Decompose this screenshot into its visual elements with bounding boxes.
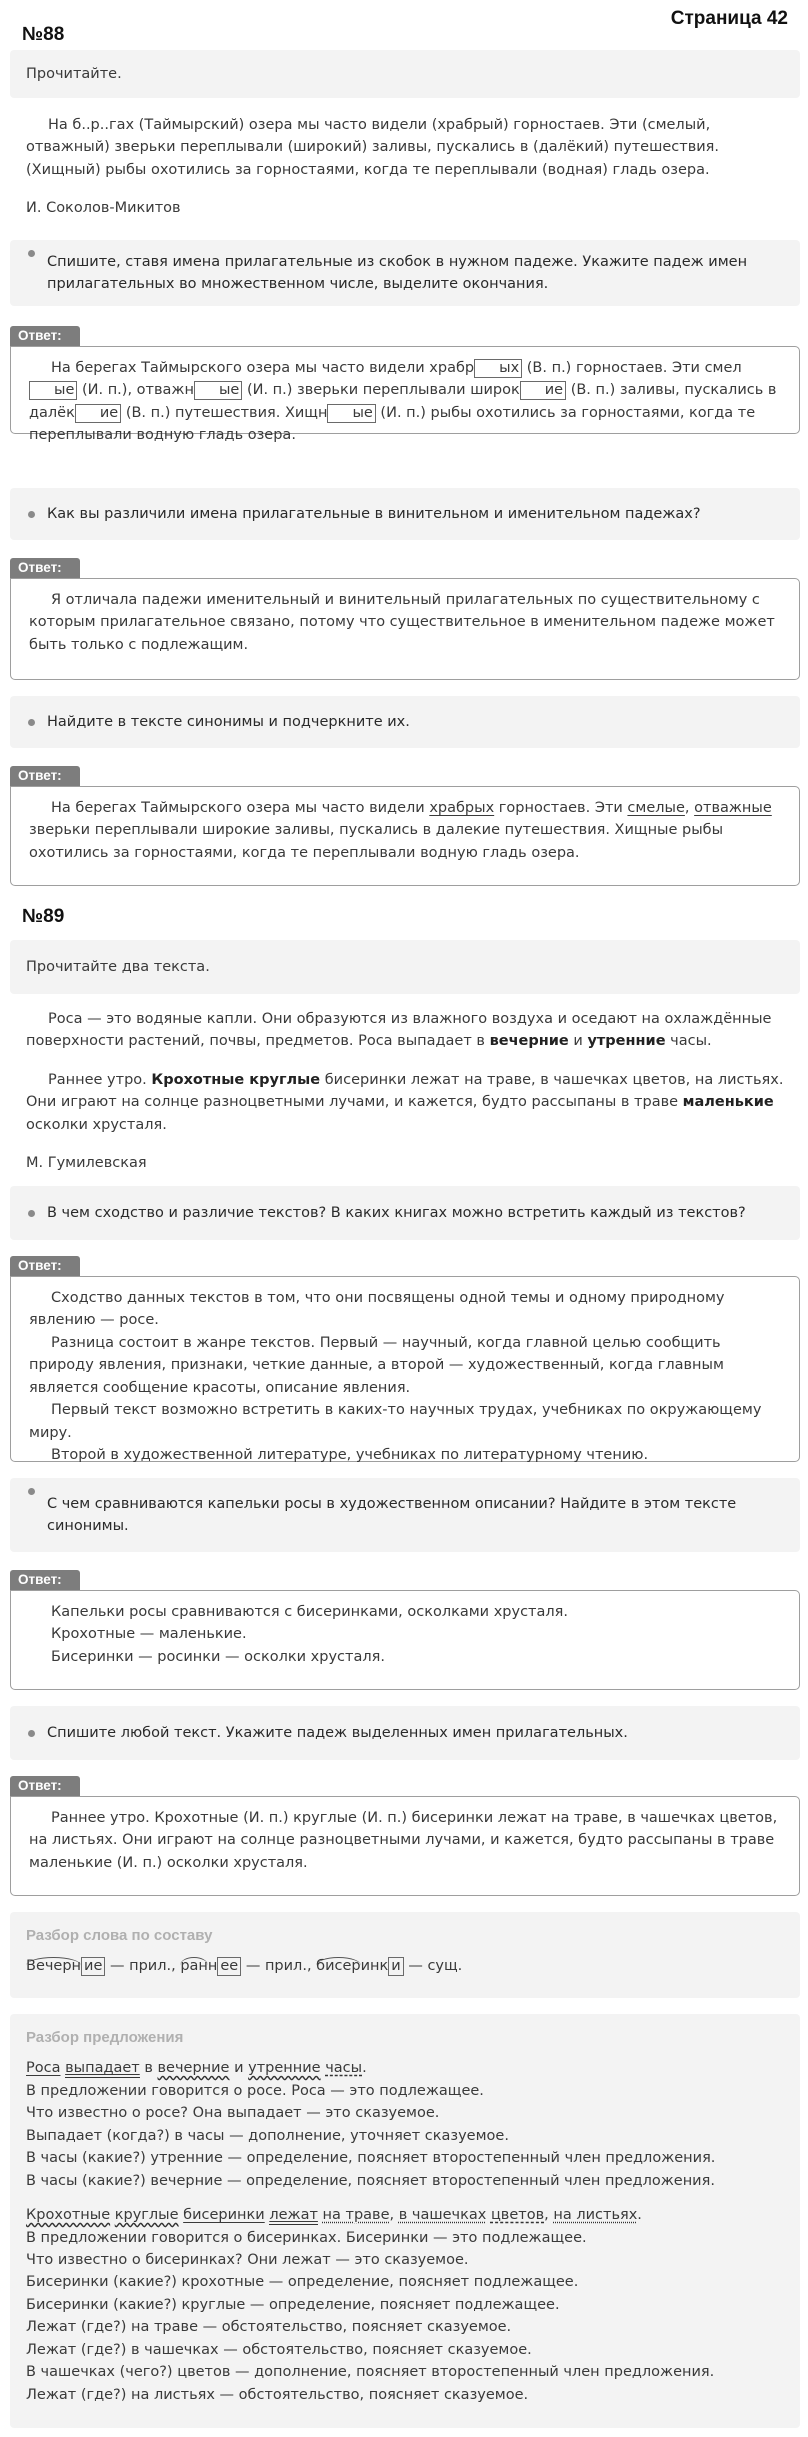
answer-line: Разница состоит в жанре текстов. Первый — научный, когда главной целью сообщить природу явления, признаки, четкие данные, а второй — художественный, когда главным является сообщение красоты, описание явления.: [29, 1334, 724, 1396]
predicate: лежат: [269, 2207, 318, 2224]
ending-box: ие: [81, 1957, 105, 1976]
answer-text: Раннее утро. Крохотные (И. п.) круглые (И. п.) бисеринки лежат на траве, в чашечках цветов, на листьях. Они играют на солнце разноцветными лучами, и кажется, будто рассыпаны в траве маленькие (И. п.) осколки хрусталя.: [29, 1810, 778, 1871]
ex89-instruction-box: [10, 940, 800, 994]
word-root: бисер: [316, 1958, 361, 1975]
answer-line: Бисеринки — росинки — осколки хрусталя.: [51, 1648, 385, 1665]
attribute: утренние: [248, 2060, 321, 2077]
question-text: Спишите, ставя имена прилагательные из скобок в нужном падеже. Укажите падеж имен прилагательных во множественном числе, выделите окончания.: [47, 253, 748, 292]
ex89-text-1: Роса — это водяные капли. Они образуются из влажного воздуха и оседают на охлаждённые поверхности растений, почвы, предметов. Роса выпадает в вечерние и утренние часы.: [26, 1011, 772, 1050]
answer-label: Ответ:: [10, 1776, 80, 1796]
ex88-instruction-box: [10, 50, 800, 98]
ex88-text-paragraph: На б..р..гах (Таймырский) озера мы часто видели (храбрый) горностаев. Эти (смелый, отважный) зверьки переплывали (широкий) заливы, пускались в (далёкий) путешествия. (Хищный) рыбы охотились за горностаями, когда те переплывали (водная) гладь озера.: [26, 117, 720, 178]
ex89-author: М. Гумилевская: [26, 1155, 147, 1172]
attribute: круглые: [114, 2207, 179, 2224]
attribute: Крохотные: [26, 2207, 111, 2224]
ending-box: ые: [327, 404, 375, 423]
answer-text: Я отличала падежи именительный и винительный прилагательных по существительному с которым прилагательное связано, потому что существительное в именительном падеже может быть только с подлежащим.: [29, 592, 775, 653]
ex89-answer-3: [10, 1796, 800, 1896]
word-parse-box: [10, 1912, 800, 1998]
ex88-question-1: [10, 240, 800, 306]
sentence-parse-heading: Разбор предложения: [26, 2029, 184, 2046]
parse-line: В часы (какие?) утренние — определение, поясняет второстепенный член предложения.: [26, 2150, 716, 2167]
ex89-answer-2: [10, 1590, 800, 1690]
answer-label: Ответ:: [10, 326, 80, 346]
parse-line: Бисеринки (какие?) крохотные — определение, поясняет подлежащее.: [26, 2274, 579, 2291]
answer-label: Ответ:: [10, 1256, 80, 1276]
ex89-source-texts: [26, 1008, 786, 1175]
bullet-icon: [28, 250, 35, 257]
answer-lines: [29, 1287, 781, 1467]
synonym-underlined: смелые: [627, 800, 685, 816]
answer-line: Первый текст возможно встретить в каких-то научных трудах, учебниках по окружающему миру.: [29, 1402, 762, 1441]
ex89-answer-1: [10, 1276, 800, 1462]
ending-box: ие: [75, 404, 121, 423]
parse-line: Бисеринки (какие?) круглые — определение, поясняет подлежащее.: [26, 2296, 560, 2313]
parse-line: Выпадает (когда?) в часы — дополнение, уточняет сказуемое.: [26, 2127, 509, 2144]
object: цветов: [490, 2207, 545, 2224]
question-text: С чем сравниваются капельки росы в художественном описании? Найдите в этом тексте синонимы.: [47, 1495, 737, 1534]
answer-label: Ответ:: [10, 558, 80, 578]
word-root: Вечерн: [26, 1958, 82, 1975]
ex88-question-2: [10, 488, 800, 540]
parse-line: В предложении говорится о росе. Роса — это подлежащее.: [26, 2082, 484, 2099]
ex89-question-2: [10, 1478, 800, 1552]
subject: Роса: [26, 2060, 61, 2077]
bullet-icon: [28, 1210, 35, 1217]
adverbial: на листьях: [553, 2207, 638, 2224]
parse-line: Лежат (где?) на листьях — обстоятельство, поясняет сказуемое.: [26, 2386, 529, 2403]
answer-line: Второй в художественной литературе, учебниках по литературному чтению.: [51, 1447, 649, 1464]
answer-line: Крохотные — маленькие.: [51, 1626, 247, 1643]
ending-box: ые: [194, 381, 242, 400]
ex89-text-2: Раннее утро. Крохотные круглые бисеринки лежат на траве, в чашечках цветов, на листьях. Они играют на солнце разноцветными лучами, и кажется, будто рассыпаны в траве маленькие осколки хрусталя.: [26, 1071, 784, 1133]
question-text: Спишите любой текст. Укажите падеж выделенных имен прилагательных.: [47, 1724, 628, 1741]
ending-box: ых: [474, 359, 522, 378]
parse-line: В предложении говорится о бисеринках. Бисеринки — это подлежащее.: [26, 2229, 587, 2246]
parse-line: Что известно о бисеринках? Они лежат — это сказуемое.: [26, 2252, 469, 2268]
ex88-source-text: [26, 114, 786, 220]
parse-line: Что известно о росе? Она выпадает — это сказуемое.: [26, 2105, 440, 2122]
synonym-underlined: отважные: [694, 800, 772, 816]
answer-text: На берегах Таймырского озера мы часто видели храбрых горностаев. Эти смелые, отважные зверьки переплывали широкие заливы, пускались в далекие путешествия. Хищные рыбы охотились за горностаями, когда те переплывали водную гладь озера.: [29, 800, 772, 861]
word-parse-content: Вечерн ие — прил., ранн ее — прил., бисеринк и — сущ.: [26, 1958, 463, 1975]
page-number: Страница 42: [670, 8, 788, 29]
bullet-icon: [28, 1488, 35, 1495]
bullet-icon: [28, 719, 35, 726]
sentence-parse-box: [10, 2014, 800, 2428]
ex88-question-3: [10, 696, 800, 748]
exercise-88-title: №88: [22, 24, 65, 45]
ending-box: и: [388, 1957, 403, 1976]
ending-box: ее: [217, 1957, 241, 1976]
ex88-answer-1: [10, 346, 800, 444]
ex88-answer-3: [10, 786, 800, 886]
parse-line: В часы (какие?) вечерние — определение, поясняет второстепенный член предложения.: [26, 2172, 715, 2189]
subject: бисеринки: [183, 2207, 265, 2224]
parsed-sentence-1: Роса выпадает в вечерние и утренние часы.: [26, 2060, 367, 2077]
question-text: Найдите в тексте синонимы и подчеркните их.: [47, 713, 410, 730]
ex89-question-1: [10, 1186, 800, 1240]
ex88-author: И. Соколов-Микитов: [26, 200, 181, 217]
answer-line: Капельки росы сравниваются с бисеринками, осколками хрусталя.: [51, 1604, 568, 1620]
adverbial: на траве: [322, 2207, 390, 2224]
word-root: ран: [180, 1958, 208, 1975]
object: часы: [325, 2060, 363, 2077]
parse-line: Лежат (где?) на траве — обстоятельство, поясняет сказуемое.: [26, 2319, 512, 2336]
ex89-question-3: [10, 1706, 800, 1760]
bullet-icon: [28, 1730, 35, 1737]
parsed-sentence-2: Крохотные круглые бисеринки лежат на траве, в чашечках цветов, на листьях.: [26, 2207, 642, 2224]
parse-line: В чашечках (чего?) цветов — дополнение, поясняет второстепенный член предложения.: [26, 2364, 715, 2381]
question-text: В чем сходство и различие текстов? В каких книгах можно встретить каждый из текстов?: [47, 1204, 746, 1221]
ending-box: ые: [29, 381, 77, 400]
answer-line: Сходство данных текстов в том, что они посвящены одной темы и одному природному явлению — росе.: [29, 1290, 725, 1329]
ex88-instruction: Прочитайте.: [26, 65, 122, 82]
adverbial: в чашечках: [398, 2207, 487, 2224]
predicate: выпадает: [65, 2060, 140, 2077]
parse-line: Лежат (где?) в чашечках — обстоятельство, поясняет сказуемое.: [26, 2341, 532, 2358]
answer-label: Ответ:: [10, 1570, 80, 1590]
exercise-89-title: №89: [22, 906, 65, 927]
word-parse-heading: Разбор слова по составу: [26, 1927, 213, 1944]
answer-lines: [29, 1601, 781, 1668]
ending-box: ие: [520, 381, 566, 400]
synonym-underlined: храбрых: [429, 800, 495, 816]
bullet-icon: [28, 511, 35, 518]
ex88-answer-2: [10, 578, 800, 680]
word-suffix: н: [207, 1958, 218, 1975]
answer-text: На берегах Таймырского озера мы часто видели храбр ых (В. п.) горностаев. Эти смелые (И. п.), отважн ые (И. п.) зверьки переплывали широк ие (В. п.) заливы, пускались в далёк ие (В. п.) путешествия. Хищн ые (И. п.) рыбы охотились за горностаями, когда те переплывали водную гладь озера.: [29, 360, 777, 444]
question-text: Как вы различили имена прилагательные в винительном и именительном падежах?: [47, 505, 701, 522]
answer-label: Ответ:: [10, 766, 80, 786]
ex89-instruction: Прочитайте два текста.: [26, 958, 210, 975]
word-suffix: инк: [360, 1958, 389, 1975]
attribute: вечерние: [157, 2060, 230, 2077]
